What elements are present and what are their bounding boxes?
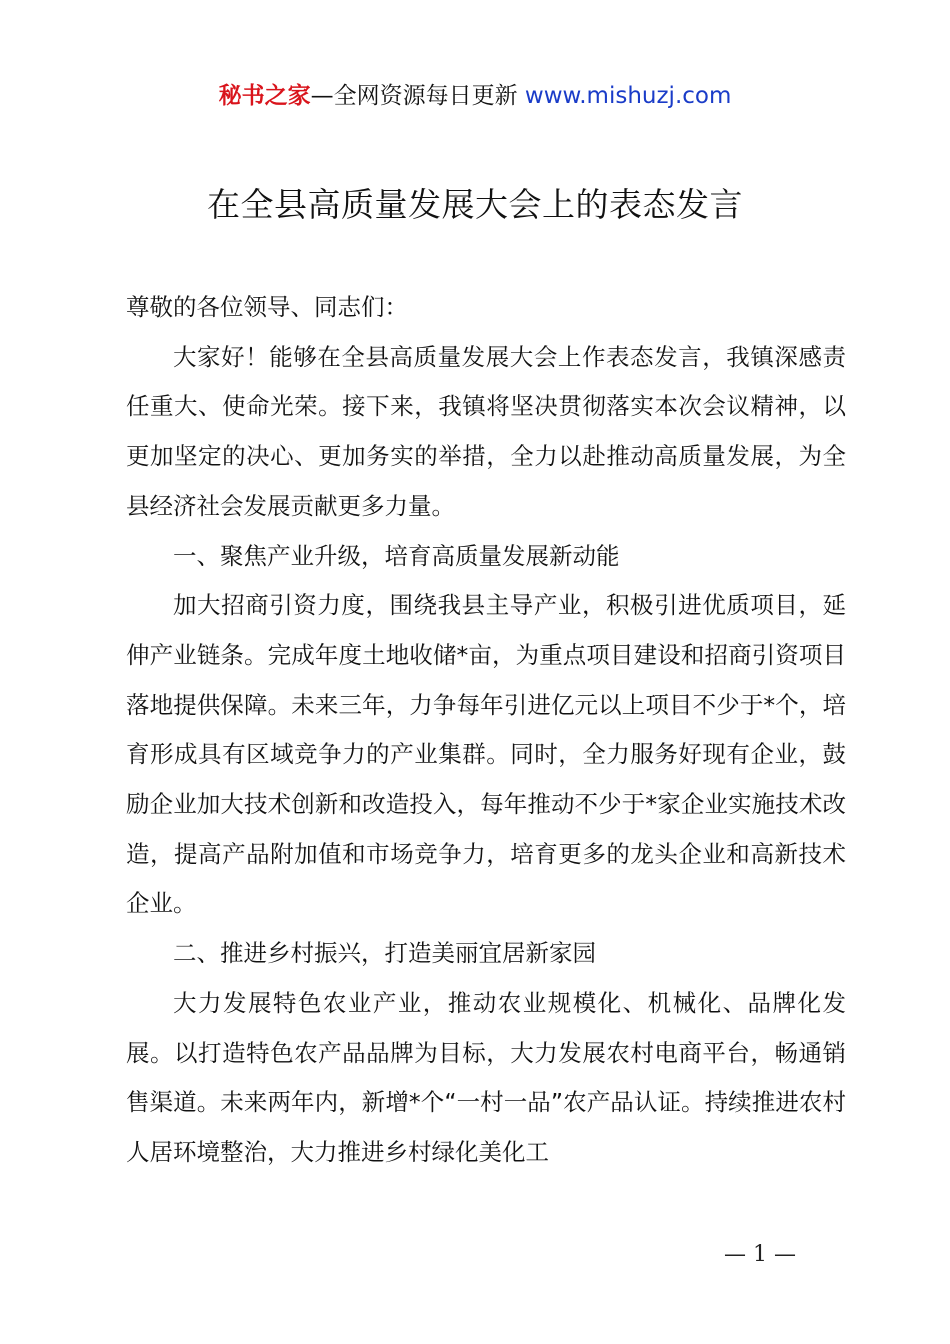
header-tagline: —全网资源每日更新 xyxy=(310,83,525,109)
salutation: 尊敬的各位领导、同志们： xyxy=(126,293,408,321)
site-url-link[interactable]: www.mishuzj.com xyxy=(524,83,732,109)
section-2-heading: 二、推进乡村振兴，打造美丽宜居新家园 xyxy=(173,939,596,968)
section-1-heading: 一、聚焦产业升级，培育高质量发展新动能 xyxy=(173,541,620,570)
site-header xyxy=(0,80,950,112)
section-2-paragraph: 大力发展特色农业产业，推动农业规模化、机械化、品牌化发展。以打造特色农产品品牌为目标，大力发展农村电商平台，畅通销售渠道。未来两年内，新增*个“一村一品”农产品认证。持续推进农村人居环境整治，大力推进乡村绿化美化工 xyxy=(126,988,846,1166)
section-1-paragraph: 加大招商引资力度，围绕我县主导产业，积极引进优质项目，延伸产业链条。完成年度土地收储*亩，为重点项目建设和招商引资项目落地提供保障。未来三年，力争每年引进亿元以上项目不少于*个，培育形成具有区域竞争力的产业集群。同时，全力服务好现有企业，鼓励企业加大技术创新和改造投入，每年推动不少于*家企业实施技术改造，提高产品附加值和市场竞争力，培育更多的龙头企业和高新技术企业。 xyxy=(126,591,846,918)
page-number: — 1 — xyxy=(724,1242,796,1267)
intro-paragraph: 大家好！能够在全县高质量发展大会上作表态发言，我镇深感责任重大、使命光荣。接下来，我镇将坚决贯彻落实本次会议精神，以更加坚定的决心、更加务实的举措，全力以赴推动高质量发展，为全县经济社会发展贡献更多力量。 xyxy=(126,342,846,520)
brand-name: 秘书之家 xyxy=(218,83,311,109)
document-title: 在全县高质量发展大会上的表态发言 xyxy=(207,185,743,224)
document-body xyxy=(126,283,846,1178)
